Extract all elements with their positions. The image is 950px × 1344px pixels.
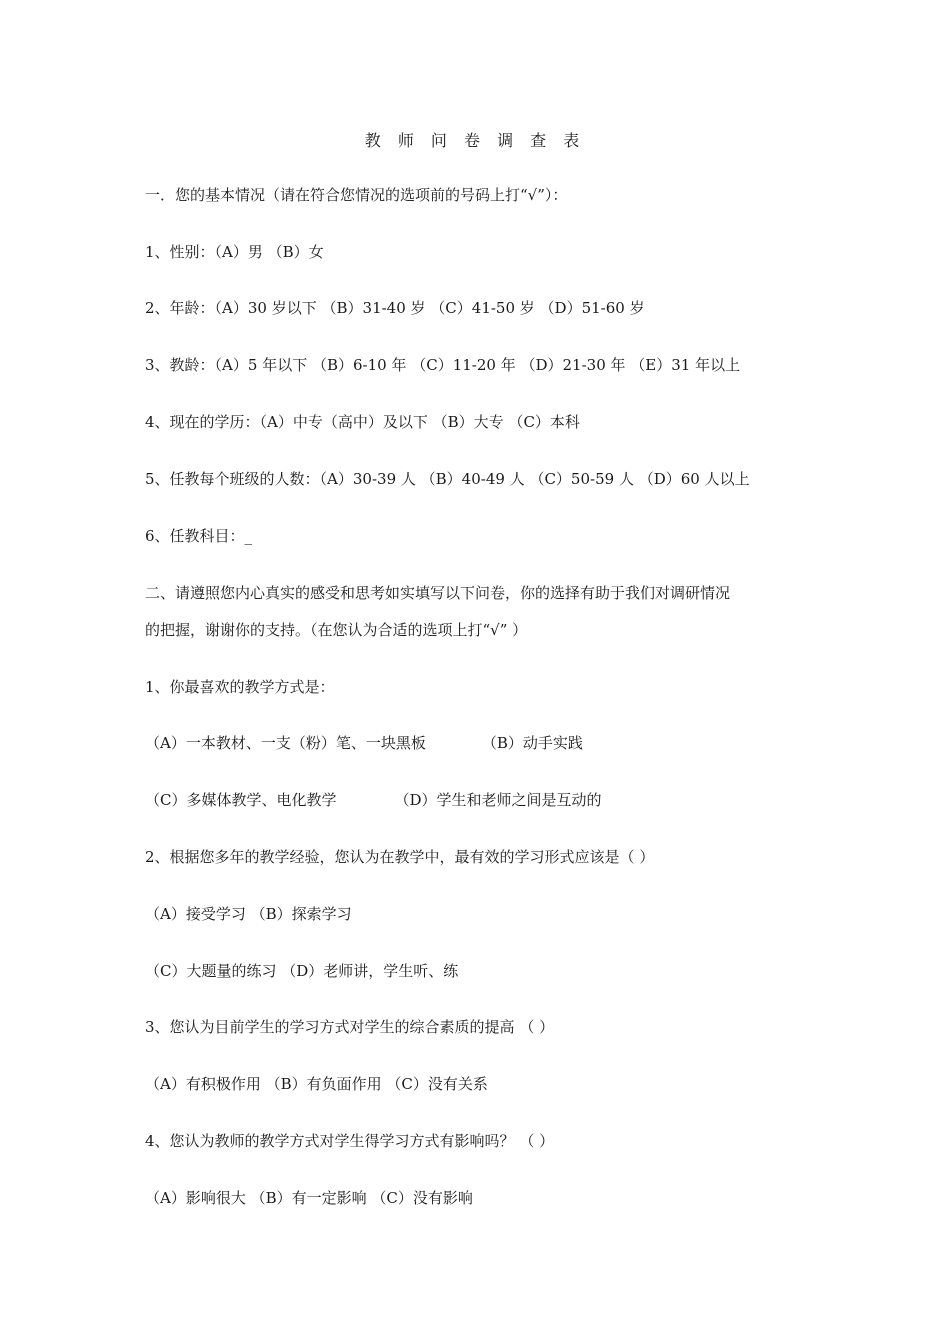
s2-q1-option-b: （B）动手实践 — [481, 734, 583, 752]
s1-question-subject: 6、任教科目：_ — [145, 527, 253, 545]
s2-q4-options: （A）影响很大 （B）有一定影响 （C）没有影响 — [145, 1189, 473, 1207]
s2-q1-options-row2 — [145, 789, 602, 811]
section2-heading-line2: 的把握，谢谢你的支持。（在您认为合适的选项上打“√” ） — [145, 621, 528, 639]
s2-q3-stem: 3、您认为目前学生的学习方式对学生的综合素质的提高 （ ） — [145, 1018, 555, 1036]
s1-question-age: 2、年龄：（A）30 岁以下 （B）31-40 岁 （C）41-50 岁 （D）51-60 岁 — [145, 299, 645, 317]
s2-q1-option-c: （C）多媒体教学、电化教学 — [145, 791, 337, 809]
s2-q1-stem: 1、你最喜欢的教学方式是： — [145, 678, 335, 696]
section1-heading: 一．您的基本情况（请在符合您情况的选项前的号码上打“√”）： — [145, 186, 568, 204]
s1-question-teaching-years: 3、教龄：（A）5 年以下 （B）6-10 年 （C）11-20 年 （D）21-30 年 （E）31 年以上 — [145, 356, 741, 374]
s2-q2-stem: 2、根据您多年的教学经验，您认为在教学中，最有效的学习形式应该是（ ） — [145, 848, 655, 866]
s1-question-education: 4、现在的学历：（A）中专（高中）及以下 （B）大专 （C）本科 — [145, 413, 580, 431]
section2-heading-line1: 二、请遵照您内心真实的感受和思考如实填写以下问卷，你的选择有助于我们对调研情况 — [145, 584, 731, 602]
s2-q4-stem: 4、您认为教师的教学方式对学生得学习方式有影响吗？ （ ） — [145, 1132, 555, 1150]
s2-q2-options-row1: （A）接受学习 （B）探索学习 — [145, 905, 352, 923]
s1-question-class-size: 5、任教每个班级的人数：（A）30-39 人 （B）40-49 人 （C）50-59 人 （D）60 人以上 — [145, 470, 750, 488]
s2-q2-options-row2: （C）大题量的练习 （D）老师讲，学生听、练 — [145, 962, 459, 980]
s1-question-gender: 1、性别：（A）男 （B）女 — [145, 243, 324, 261]
s2-q1-options-row1 — [145, 732, 583, 754]
s2-q1-option-a: （A）一本教材、一支（粉）笔、一块黑板 — [145, 734, 426, 752]
s2-q1-option-d: （D）学生和老师之间是互动的 — [394, 791, 602, 809]
page-title: 教 师 问 卷 调 查 表 — [364, 131, 586, 150]
s2-q3-options: （A）有积极作用 （B）有负面作用 （C）没有关系 — [145, 1075, 488, 1093]
